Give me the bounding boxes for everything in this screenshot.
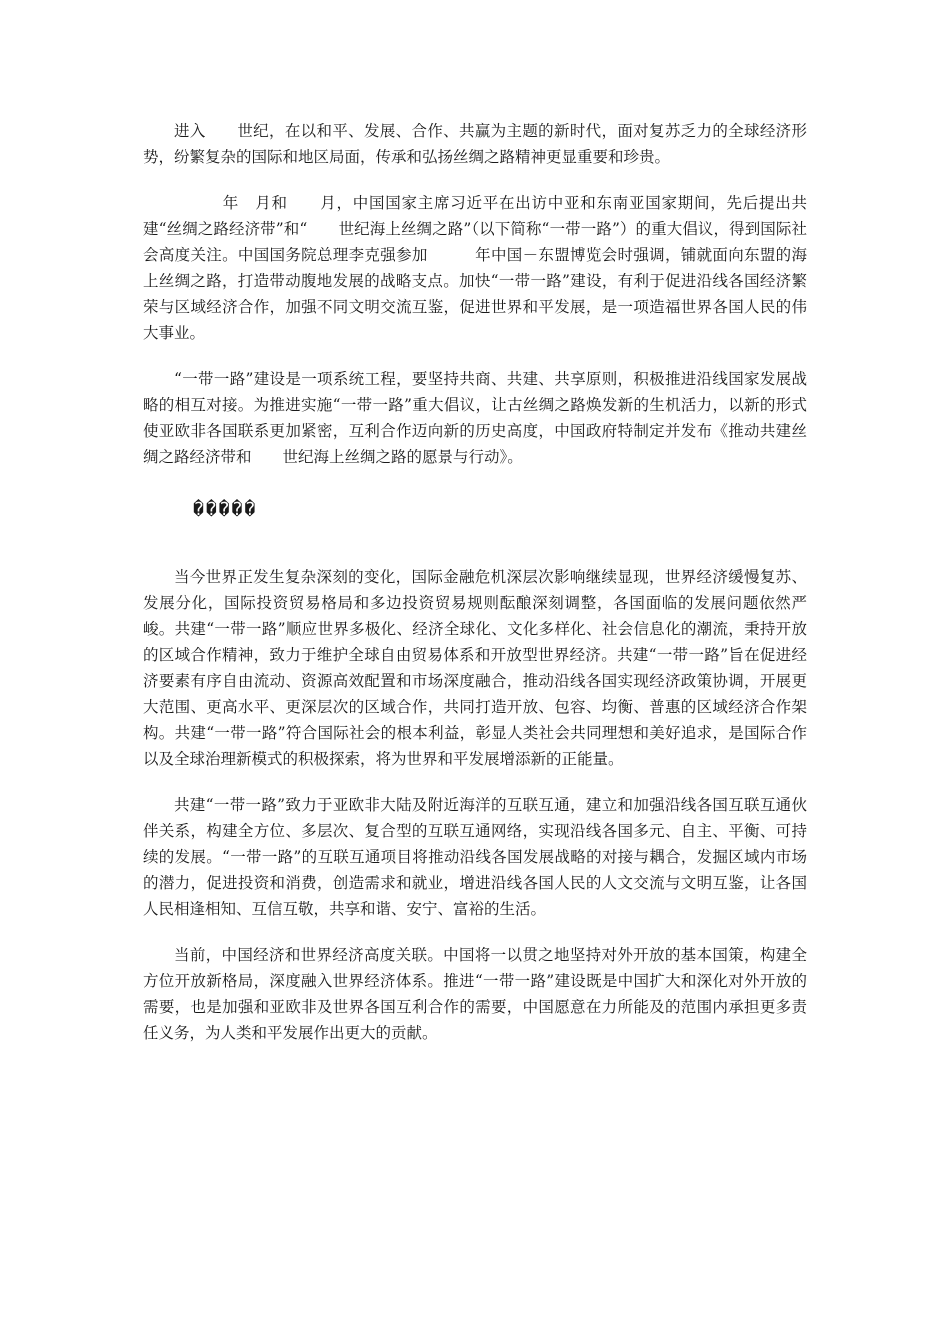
document-content	[143, 118, 807, 1046]
paragraph-spacer	[143, 772, 807, 792]
body-paragraph-1: 当今世界正发生复杂深刻的变化，国际金融危机深层次影响继续显现，世界经济缓慢复苏、发展分化，国际投资贸易格局和多边投资贸易规则酝酿深刻调整，各国面临的发展问题依然严峻。共建“一带一路”顺应世界多极化、经济全球化、文化多样化、社会信息化的潮流，秉持开放的区域合作精神，致力于维护全球自由贸易体系和开放型世界经济。共建“一带一路”旨在促进经济要素有序自由流动、资源高效配置和市场深度融合，推动沿线各国实现经济政策协调，开展更大范围、更高水平、更深层次的区域合作，共同打造开放、包容、均衡、普惠的区域经济合作架构。共建“一带一路”符合国际社会的根本利益，彰显人类社会共同理想和美好追求，是国际合作以及全球治理新模式的积极探索，将为世界和平发展增添新的正能量。	[143, 568, 807, 768]
heading-spacer	[143, 470, 807, 498]
intro-paragraph-3: “一带一路”建设是一项系统工程，要坚持共商、共建、共享原则，积极推进沿线国家发展战略的相互对接。为推进实施“一带一路”重大倡议，让古丝绸之路焕发新的生机活力，以新的形式使亚欧非各国联系更加紧密，互利合作迈向新的历史高度，中国政府特制定并发布《推动共建丝绸之路经济带和 世纪海上丝绸之路的愿景与行动》。	[143, 370, 807, 466]
paragraph-spacer	[143, 170, 807, 190]
heading-spacer	[143, 522, 807, 564]
section-heading: �����	[193, 499, 258, 520]
paragraph-spacer	[143, 922, 807, 942]
intro-paragraph-2: 年 月和 月，中国国家主席习近平在出访中亚和东南亚国家期间，先后提出共建“丝绸之路经济带”和“ 世纪海上丝绸之路”（以下简称“一带一路”）的重大倡议，得到国际社会高度关注。中国国务院总理李克强参加 年中国－东盟博览会时强调，铺就面向东盟的海上丝绸之路，打造带动腹地发展的战略支点。加快“一带一路”建设，有利于促进沿线各国经济繁荣与区域经济合作，加强不同文明交流互鉴，促进世界和平发展，是一项造福世界各国人民的伟大事业。	[143, 194, 807, 342]
paragraph-spacer	[143, 346, 807, 366]
body-paragraph-2: 共建“一带一路”致力于亚欧非大陆及附近海洋的互联互通，建立和加强沿线各国互联互通伙伴关系，构建全方位、多层次、复合型的互联互通网络，实现沿线各国多元、自主、平衡、可持续的发展。“一带一路”的互联互通项目将推动沿线各国发展战略的对接与耦合，发掘区域内市场的潜力，促进投资和消费，创造需求和就业，增进沿线各国人民的人文交流与文明互鉴，让各国人民相逢相知、互信互敬，共享和谐、安宁、富裕的生活。	[143, 796, 807, 918]
body-paragraph-3: 当前，中国经济和世界经济高度关联。中国将一以贯之地坚持对外开放的基本国策，构建全方位开放新格局，深度融入世界经济体系。推进“一带一路”建设既是中国扩大和深化对外开放的需要，也是加强和亚欧非及世界各国互利合作的需要，中国愿意在力所能及的范围内承担更多责任义务，为人类和平发展作出更大的贡献。	[143, 946, 807, 1042]
intro-paragraph-1: 进入 世纪，在以和平、发展、合作、共赢为主题的新时代，面对复苏乏力的全球经济形势，纷繁复杂的国际和地区局面，传承和弘扬丝绸之路精神更显重要和珍贵。	[143, 122, 807, 166]
